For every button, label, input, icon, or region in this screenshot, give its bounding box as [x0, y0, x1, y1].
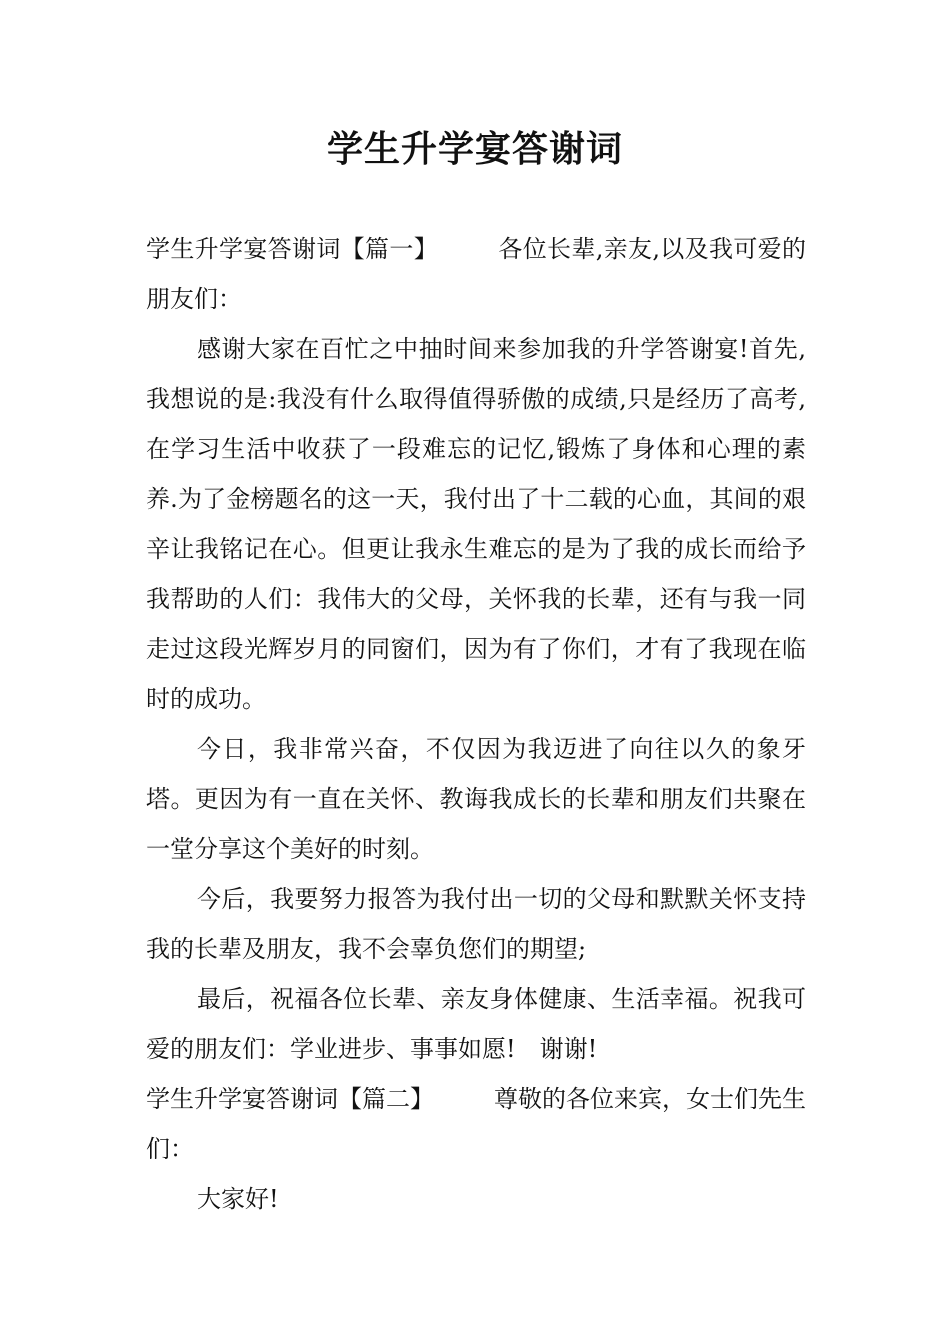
paragraph: 今后，我要努力报答为我付出一切的父母和默默关怀支持我的长辈及朋友，我不会辜负您们的期望;: [146, 885, 806, 963]
section-heading-line: [146, 224, 806, 324]
paragraph: 感谢大家在百忙之中抽时间来参加我的升学答谢宴!首先,我想说的是:我没有什么取得值得骄傲的成绩,只是经历了高考,在学习生活中收获了一段难忘的记忆,锻炼了身体和心理的素养.为了金榜题名的这一天，我付出了十二载的心血，其间的艰辛让我铭记在心。但更让我永生难忘的是为了我的成长而给予我帮助的人们：我伟大的父母，关怀我的长辈，还有与我一同走过这段光辉岁月的同窗们，因为有了你们，才有了我现在临时的成功。: [146, 335, 806, 713]
paragraph: 大家好!: [197, 1185, 279, 1213]
document-body: [146, 224, 806, 1224]
paragraph: 最后，祝福各位长辈、亲友身体健康、生活幸福。祝我可爱的朋友们：学业进步、事事如愿! 谢谢!: [146, 985, 806, 1063]
section-heading: 学生升学宴答谢词【篇二】: [146, 1085, 434, 1113]
section-heading: 学生升学宴答谢词【篇一】: [146, 235, 439, 263]
document-title: 学生升学宴答谢词: [326, 129, 623, 170]
salutation: 尊敬的各位来宾，女士们先生们：: [146, 1085, 806, 1163]
paragraph: 今日，我非常兴奋，不仅因为我迈进了向往以久的象牙塔。更因为有一直在关怀、教诲我成长的长辈和朋友们共聚在一堂分享这个美好的时刻。: [146, 735, 806, 863]
salutation: 各位长辈,亲友,以及我可爱的朋友们：: [146, 235, 806, 313]
section-heading-line: [146, 1074, 806, 1174]
